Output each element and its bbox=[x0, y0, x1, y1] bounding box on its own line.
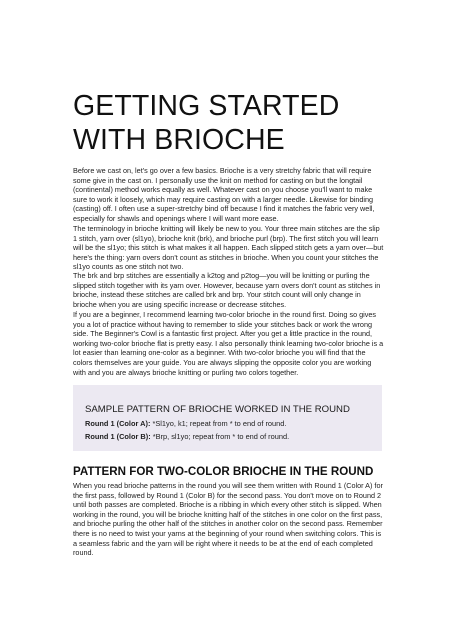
sample-pattern-box bbox=[73, 385, 382, 451]
sample-round-color-a bbox=[85, 419, 286, 429]
stitches-paragraph: The brk and brp stitches are essentially a k2tog and p2tog—you will be knitting or purling the slipped stitch together with its yarn over. However, because yarn overs don't count as stitches in brioche, instead these stitches are called brk and brp. Your stitch count will only change in brioche when you are using specific increase or decrease stitches. bbox=[73, 271, 381, 309]
page-title bbox=[73, 89, 403, 157]
terminology-paragraph: The terminology in brioche knitting will likely be new to you. Your three main stitches are the slip 1 stitch, yarn over (sl1yo), brioche knit (brk), and brioche purl (brp). The first stitch you will learn will be the sl1yo; this stitch is what makes it all happen. Each slipped stitch gets a yarn over—but here's the thing: yarn overs don't count as stitches in brioche. When you count your stitches the sl1yo counts as one stitch not two. bbox=[73, 224, 384, 272]
sample-round-color-b-text: *Brp, sl1yo; repeat from * to end of round. bbox=[150, 432, 290, 441]
page-title-line-2: WITH BRIOCHE bbox=[73, 124, 285, 156]
section-paragraph: When you read brioche patterns in the round you will see them written with Round 1 (Color A) for the first pass, followed by Round 1 (Color B) for the second pass. You don't move on to Round 2 until both passes are completed. Brioche is a ribbing in which every other stitch is slipped. When working in the round, you will be brioche knitting half of the stitches in one color on the first pass, and brioche purling the other half of the stitches in another color on the second pass. Remember there is no need to twist your yarns at the beginning of your round when switching colors. This is a seamless fabric and the yarn will be right where it needs to be at the end of each completed round. bbox=[73, 481, 383, 558]
sample-round-color-a-label: Round 1 (Color A): bbox=[85, 419, 151, 428]
sample-round-color-a-text: *Sl1yo, k1; repeat from * to end of round. bbox=[150, 419, 287, 428]
sample-round-color-b bbox=[85, 432, 289, 442]
sample-pattern-title: SAMPLE PATTERN OF BRIOCHE WORKED IN THE ROUND bbox=[85, 404, 350, 415]
beginner-paragraph: If you are a beginner, I recommend learning two-color brioche in the round first. Doing so gives you a lot of practice without having to remember to slide your stitches back or work the wrong side. The Beginner's Cowl is a fantastic first project. After you get a little practice in the round, working two-color brioche flat is pretty easy. I also personally think learning two-color brioche is a lot easier than learning one-color as a beginner. With two-color brioche you will find that the colors themselves are your guide. You are always slipping the opposite color you are working with and you are always brioche knitting or purling two colors together. bbox=[73, 310, 384, 377]
sample-round-color-b-label: Round 1 (Color B): bbox=[85, 432, 151, 441]
page-title-line-1: GETTING STARTED bbox=[73, 90, 340, 122]
intro-paragraph: Before we cast on, let's go over a few basics. Brioche is a very stretchy fabric that will require some give in the cast on. I personally use the knit on method for casting on but the longtail (continental) method works equally as well. Whatever cast on you choose you'll want to make sure to work it loosely, which may require casting on with a larger needle. Likewise for binding (casting) off. I often use a super-stretchy bind off because I find it matches the fabric very well, especially for shawls and openings where I will want more ease. bbox=[73, 166, 375, 223]
section-heading: PATTERN FOR TWO-COLOR BRIOCHE IN THE ROUND bbox=[73, 465, 374, 478]
